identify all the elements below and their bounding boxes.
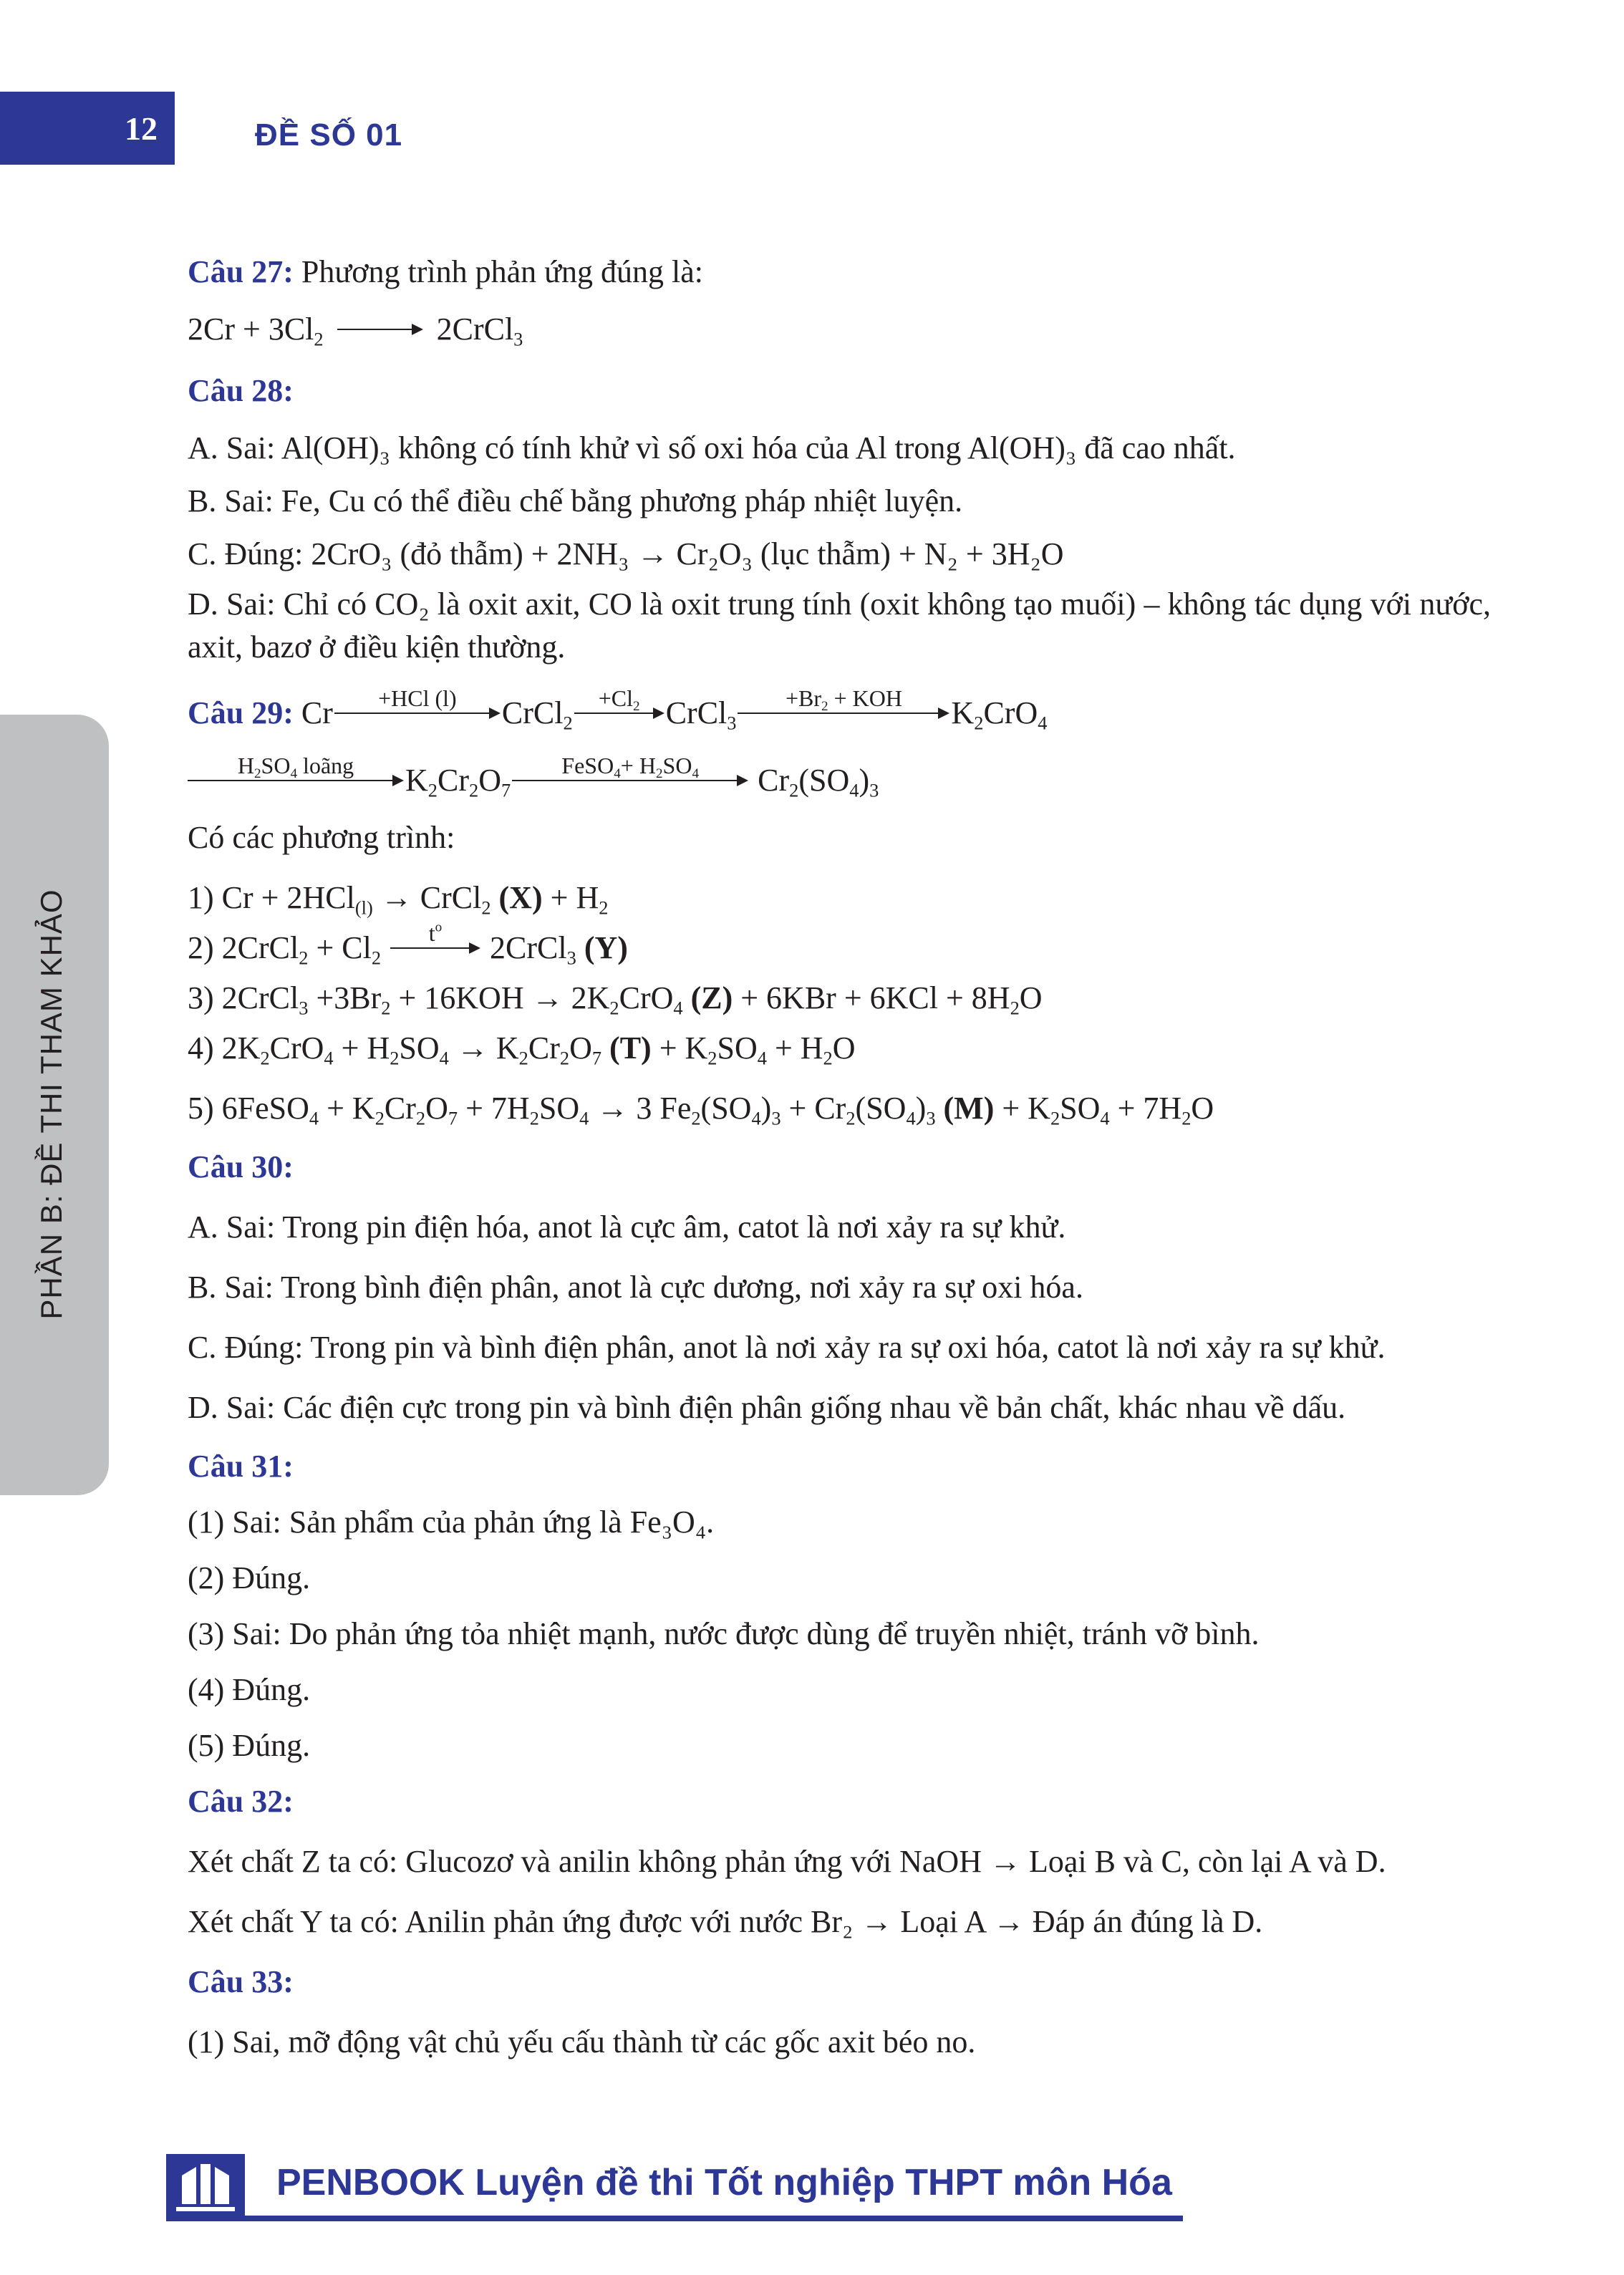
q29-chain-line1: Câu 29: Cr +HCl (l) CrCl$_2$ $+Cl_2$ CrCl$_3$ $+Br_2$ + KOH $K_2CrO_4$ [188, 685, 1048, 734]
q28-option-c: C. Đúng: 2CrO₃ (đỏ thẫm) + 2NH₃ → Cr₂O₃ (lục thẫm) + N₂ + 3H₂O [188, 536, 1064, 571]
q30-option-a: A. Sai: Trong pin điện hóa, anot là cực âm, catot là nơi xảy ra sự khử. [188, 1209, 1066, 1245]
side-label: PHẦN B: ĐỀ THI THAM KHẢO [34, 889, 68, 1320]
arrow-feso4: FeSO$_4$+ $H_2SO_4$ [512, 759, 748, 802]
q30-option-d: D. Sai: Các điện cực trong pin và bình điện phân giống nhau về bản chất, khác nhau về dấu. [188, 1390, 1346, 1425]
arrow-heat: $t^o$ [390, 927, 480, 970]
arrow-cl2: $+Cl_2$ [574, 692, 664, 735]
answer-content [188, 251, 1491, 2064]
q28-option-d: D. Sai: Chỉ có CO₂ là oxit axit, CO là oxit trung tính (oxit không tạo muối) – không tác dụng với nước, axit, bazơ ở điều kiện thường. [188, 586, 1491, 665]
arrow-h2so4: $H_2SO_4$ loãng [188, 759, 404, 802]
q27-equation: $2Cr + 3Cl_2$ 2CrCl$_3$ [188, 311, 523, 350]
q31-statement-4: (4) Đúng. [188, 1672, 311, 1707]
q28-label: Câu 28: [188, 373, 294, 408]
q30-option-c: C. Đúng: Trong pin và bình điện phân, anot là nơi xảy ra sự oxi hóa, catot là nơi xảy ra sự khử. [188, 1330, 1386, 1365]
q33-statement-1: (1) Sai, mỡ động vật chủ yếu cấu thành từ các gốc axit béo no. [188, 2024, 976, 2059]
page-number: 12 [0, 92, 175, 165]
q29-eq5: 5) 6FeSO$_4$ + $K_2Cr_2O_7 + 7H_2SO_4 \to 3$ $Fe_2(SO_4)_3 + Cr_2(SO_4)_3$ $(M) + K_2SO_4 + 7H_2O$ [188, 1091, 1214, 1129]
q32-line-2: Xét chất Y ta có: Anilin phản ứng được với nước Br₂ → Loại A → Đáp án đúng là D. [188, 1904, 1263, 1939]
q27-intro: Phương trình phản ứng đúng là: [301, 254, 703, 289]
q33-label: Câu 33: [188, 1964, 294, 1999]
q30-option-b: B. Sai: Trong bình điện phân, anot là cực dương, nơi xảy ra sự oxi hóa. [188, 1270, 1083, 1305]
penbook-logo-icon [166, 2154, 245, 2220]
q29-label: Câu 29: [188, 695, 294, 730]
reaction-arrow [337, 321, 423, 338]
q31-label: Câu 31: [188, 1449, 294, 1484]
q32-line-1: Xét chất Z ta có: Glucozơ và anilin không phản ứng với NaOH → Loại B và C, còn lại A và D. [188, 1844, 1386, 1879]
footer-title: PENBOOK Luyện đề thi Tốt nghiệp THPT môn Hóa [276, 2162, 1172, 2203]
penbook-logo [166, 2154, 245, 2220]
q30-label: Câu 30: [188, 1149, 294, 1184]
arrow-hcl: +HCl (l) [334, 692, 501, 735]
q29-eq1: 1) Cr + 2HCl$_{(l)}$ → CrCl$_2$ $(X) + H_2$ [188, 880, 609, 919]
footer-rule [166, 2216, 1183, 2221]
q29-eq3: 3) 2CrCl$_3$ $+3Br_2 + 16KOH \to 2K_2CrO_4$ $(Z) + 6KBr + 6KCl + 8H_2O$ [188, 980, 1043, 1019]
q31-statement-5: (5) Đúng. [188, 1728, 311, 1763]
q29-eq2: 2) 2CrCl$_2$ + $Cl_2$ $t^o$ 2CrCl$_3$ (Y) [188, 919, 628, 969]
q32-label: Câu 32: [188, 1784, 294, 1819]
header-title: ĐỀ SỐ 01 [255, 117, 403, 153]
q28-option-a: A. Sai: Al(OH)₃ không có tính khử vì số oxi hóa của Al trong Al(OH)₃ đã cao nhất. [188, 430, 1236, 465]
q29-eq4: 4) $2K_2CrO_4 + H_2SO_4 \to K_2Cr_2O_7$ $(T) + K_2SO_4 + H_2O$ [188, 1030, 856, 1069]
q31-statement-1: (1) Sai: Sản phẩm của phản ứng là Fe₃O₄. [188, 1504, 715, 1540]
q29-chain-line2: $H_2SO_4$ loãng $K_2Cr_2O_7$ FeSO$_4$+ $H_2SO_4$ $Cr_2(SO_4)_3$ [188, 759, 1491, 802]
q29-intro: Có các phương trình: [188, 820, 455, 855]
arrow-br2-koh: $+Br_2$ + KOH [738, 692, 949, 735]
q28-option-b: B. Sai: Fe, Cu có thể điều chế bằng phương pháp nhiệt luyện. [188, 483, 963, 518]
q31-statement-3: (3) Sai: Do phản ứng tỏa nhiệt mạnh, nước được dùng để truyền nhiệt, tránh vỡ bình. [188, 1616, 1260, 1651]
q27-label: Câu 27: [188, 254, 294, 289]
q31-statement-2: (2) Đúng. [188, 1560, 311, 1595]
q27-line [188, 251, 1491, 294]
